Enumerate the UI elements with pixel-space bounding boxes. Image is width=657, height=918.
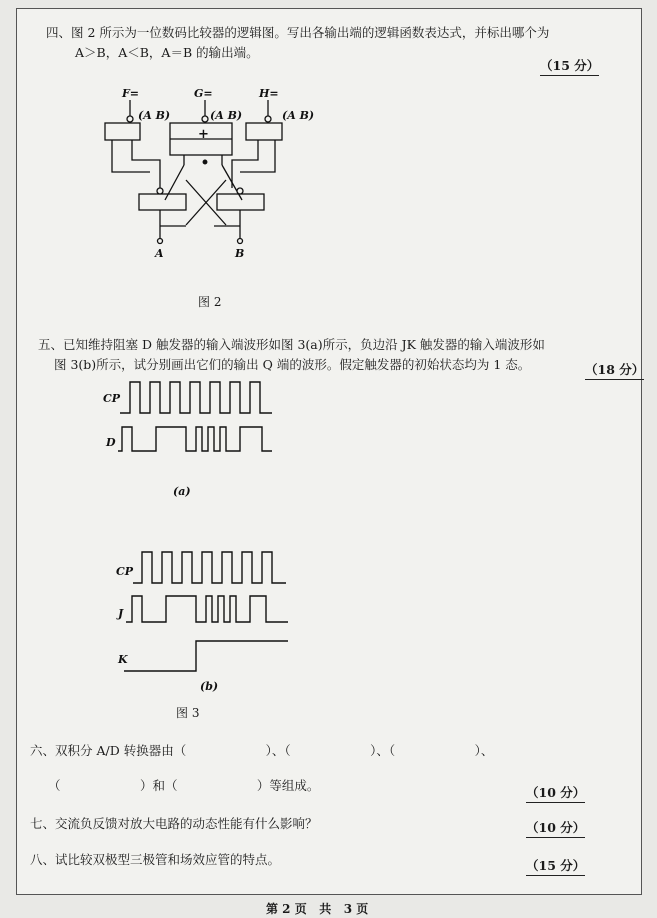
q4-points: （15 分）	[540, 56, 599, 76]
fig2-output-f: F=	[122, 87, 140, 100]
q5-line2: 图 3(b)所示，试分别画出它们的输出 Q 端的波形。假定触发器的初始状态均为 1 态。	[54, 357, 531, 372]
q6-line2: （ ）和（ ）等组成。	[48, 778, 320, 793]
q4-line1: 四、图 2 所示为一位数码比较器的逻辑图。写出各输出端的逻辑函数表达式，并标出哪个为	[46, 25, 550, 40]
q4-line2: A＞B，A＜B，A＝B 的输出端。	[75, 45, 259, 60]
fig2-output-g: G=	[194, 87, 213, 100]
q6-points: （10 分）	[526, 783, 585, 803]
q5-points: （18 分）	[585, 360, 644, 380]
wave-a-cp	[120, 382, 272, 413]
q7-text: 七、交流负反馈对放大电路的动态性能有什么影响？	[30, 816, 318, 831]
wave-b-j	[126, 596, 288, 622]
fig3-caption: 图 3	[176, 706, 200, 720]
fig3b-cp-label: CP	[116, 565, 134, 578]
fig2-caption: 图 2	[198, 295, 222, 309]
wave-a-d	[118, 427, 272, 451]
fig3a-cp-label: CP	[103, 392, 121, 405]
fig2-inputs-f: (A B)	[138, 109, 171, 122]
fig3a-d-label: D	[106, 436, 116, 449]
fig2-input-b: B	[235, 247, 245, 260]
q8-text: 八、试比较双极型三极管和场效应管的特点。	[30, 852, 281, 867]
q7-points: （10 分）	[526, 818, 585, 838]
fig3a-caption: (a)	[173, 485, 191, 498]
page-footer: 第 2 页 共 3 页	[266, 902, 369, 916]
fig2-input-a: A	[155, 247, 164, 260]
fig2-inputs-h: (A B)	[282, 109, 315, 122]
fig3b-caption: (b)	[200, 680, 219, 693]
q6-line1: 六、双积分 A/D 转换器由（ ）、（ ）、（ ）、	[30, 743, 494, 758]
fig2-plus-symbol: +	[198, 127, 209, 142]
fig3b-k-label: K	[118, 653, 128, 666]
wave-b-cp	[133, 552, 286, 583]
fig2-output-h: H=	[259, 87, 279, 100]
q8-points: （15 分）	[526, 856, 585, 876]
fig2-inputs-g: (A B)	[210, 109, 243, 122]
wave-b-k	[124, 641, 288, 671]
q5-line1: 五、已知维持阻塞 D 触发器的输入端波形如图 3(a)所示，负边沿 JK 触发器的输入端波形如	[38, 337, 545, 352]
fig3b-j-label: J	[118, 607, 124, 620]
